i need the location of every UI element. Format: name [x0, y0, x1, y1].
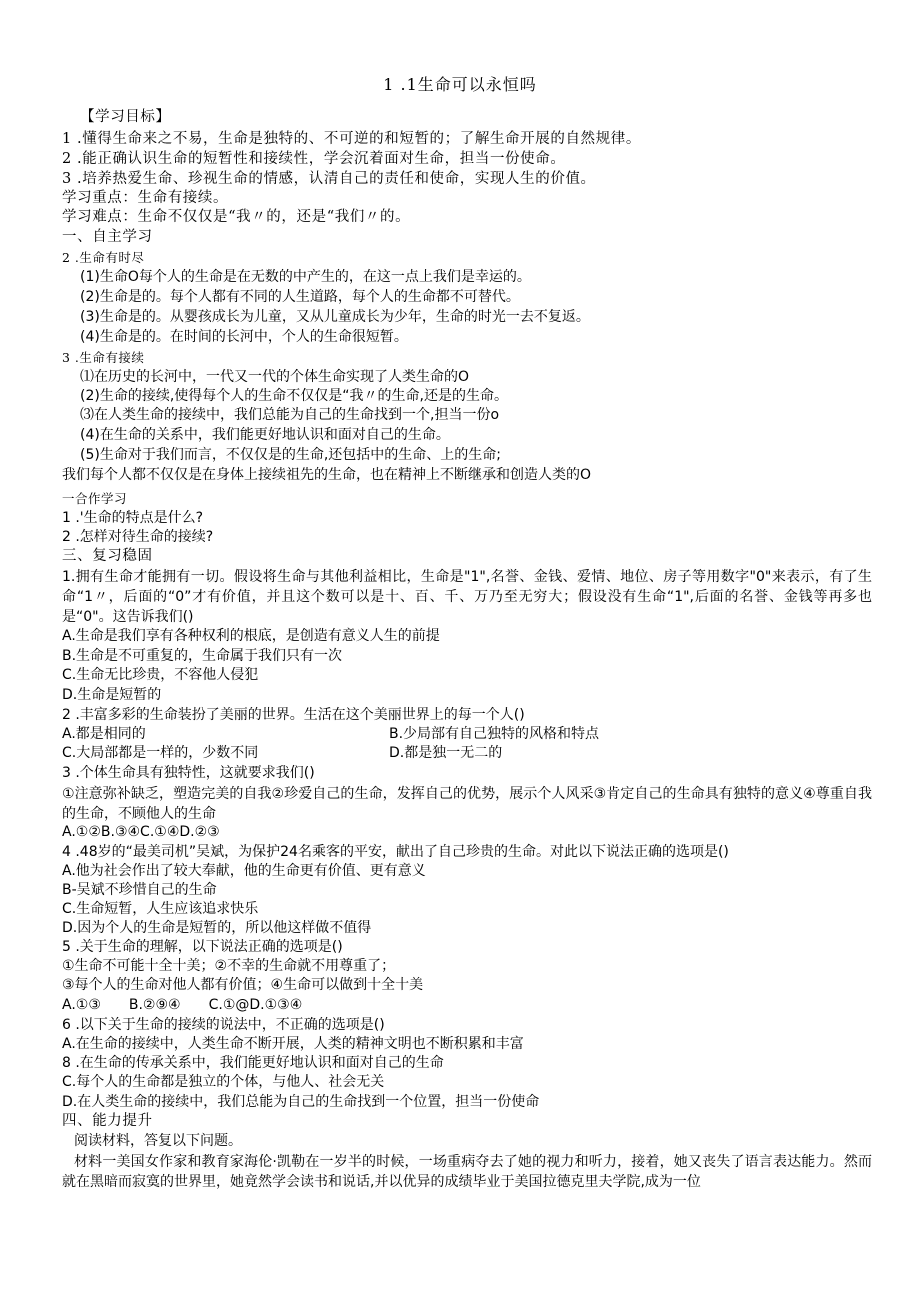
- discussion-question: 1 .'生命的特点是什么?: [62, 510, 204, 526]
- answer-option: D.都是独一无二的: [389, 745, 503, 761]
- answer-option: D.在人类生命的接续中，我们总能为自己的生命找到一个位置，担当一份使命: [62, 1094, 540, 1110]
- objective-item: 1 .懂得生命来之不易，生命是独特的、不可逆的和短暂的；了解生命开展的自然规律。: [62, 131, 641, 147]
- answer-option-row: [62, 725, 872, 744]
- fill-blank-item: (4)生命是的。在时间的长河中，个人的生命很短暂。: [80, 329, 408, 345]
- answer-option: B.生命是不可重复的，生命属于我们只有一次: [62, 648, 343, 664]
- statement-list: ③每个人的生命对他人都有价值；④生命可以做到十全十美: [62, 977, 424, 993]
- answer-options: A.①③ B.②⑨④ C.①@D.①③④: [62, 997, 303, 1013]
- answer-option: D.生命是短暂的: [62, 687, 162, 703]
- fill-blank-item: ⑴在历史的长河中，一代又一代的个体生命实现了人类生命的O: [80, 369, 470, 385]
- answer-option: B.少局部有自己独特的风格和特点: [389, 726, 600, 742]
- question-6: 6 .以下关于生命的接续的说法中，不正确的选项是(): [62, 1017, 385, 1033]
- section-heading: 一、自主学习: [62, 229, 153, 245]
- answer-option: A.在生命的接续中，人类生命不断开展，人类的精神文明也不断积累和丰富: [62, 1036, 524, 1052]
- reading-instruction: 阅读材料，答复以下问题。: [74, 1133, 242, 1149]
- difficult-point: 学习难点：生命不仅仅是“我〃的，还是“我们〃的。: [62, 209, 411, 225]
- discussion-question: 2 .怎样对待生命的接续?: [62, 529, 214, 545]
- reading-material: 材料一美国女作家和教育家海伦·凯勒在一岁半的时候，一场重病夺去了她的视力和听力，接着，她又丧失了语言表达能力。然而就在黑暗而寂寞的世界里，她竟然学会读书和说话,并以优异的成绩毕业于美国拉德克里夫学院,成为一位: [62, 1154, 872, 1190]
- fill-blank-item: (4)在生命的关系中，我们能更好地认识和面对自己的生命。: [80, 427, 450, 443]
- question-2: 2 .丰富多彩的生命装扮了美丽的世界。生活在这个美丽世界上的每一个人(): [62, 707, 525, 723]
- statement-list: ①注意弥补缺乏，塑造完美的自我②珍爱自己的生命，发挥自己的优势，展示个人风采③肯定自己的生命具有独特的意义④尊重自我的生命，不顾他人的生命: [62, 786, 872, 822]
- answer-option: C.每个人的生命都是独立的个体，与他人、社会无关: [62, 1074, 385, 1090]
- objective-item: 3 .培养热爱生命、珍视生命的情感，认清自己的责任和使命，实现人生的价值。: [62, 171, 596, 187]
- answer-option: C.生命无比珍贵，不容他人侵犯: [62, 667, 259, 683]
- subsection-heading: 2 .生命有时尽: [62, 250, 145, 265]
- answer-option-row: [62, 744, 872, 763]
- key-point: 学习重点：生命有接续。: [62, 190, 229, 206]
- fill-blank-item: ⑶在人类生命的接续中，我们总能为自己的生命找到一个,担当一份o: [80, 407, 500, 423]
- fill-blank-item: (2)生命的接续,使得每个人的生命不仅仅是“我〃的生命,还是的生命。: [80, 388, 508, 404]
- answer-option: A.他为社会作出了较大奉献，他的生命更有价值、更有意义: [62, 863, 426, 879]
- answer-option: 8 .在生命的传承关系中，我们能更好地认识和面对自己的生命: [62, 1055, 444, 1071]
- answer-option: B-吴斌不珍惜自己的生命: [62, 882, 217, 898]
- fill-blank-item: (2)生命是的。每个人都有不同的人生道路，每个人的生命都不可替代。: [80, 289, 520, 305]
- section-heading: 四、能力提升: [62, 1113, 153, 1129]
- answer-option: A.生命是我们享有各种权利的根底，是创造有意义人生的前提: [62, 628, 440, 644]
- objective-item: 2 .能正确认识生命的短暂性和接续性，学会沉着面对生命，担当一份使命。: [62, 151, 566, 167]
- question-5: 5 .关于生命的理解，以下说法正确的选项是(): [62, 939, 343, 955]
- fill-blank-item: (1)生命O每个人的生命是在无数的中产生的，在这一点上我们是幸运的。: [80, 269, 531, 285]
- section-heading: 【学习目标】: [80, 109, 171, 125]
- section-heading: 三、复习稳固: [62, 548, 153, 564]
- statement-list: ①生命不可能十全十美；②不幸的生命就不用尊重了；: [62, 958, 396, 974]
- answer-option: C.大局部都是一样的，少数不同: [62, 745, 259, 761]
- answer-option: C.生命短暂，人生应该追求快乐: [62, 901, 259, 917]
- fill-blank-item: 我们每个人都不仅仅是在身体上接续祖先的生命，也在精神上不断继承和创造人类的O: [62, 467, 592, 483]
- fill-blank-item: (5)生命对于我们而言，不仅仅是的生命,还包括中的生命、上的生命;: [80, 447, 501, 463]
- answer-option: D.因为个人的生命是短暂的，所以他这样做不值得: [62, 920, 372, 936]
- answer-option: A.都是相同的: [62, 726, 146, 742]
- question-4: 4 .48岁的“最美司机”吴斌，为保护24名乘客的平安，献出了自己珍贵的生命。对此以下说法正确的选项是(): [62, 844, 729, 860]
- section-heading: 一合作学习: [62, 491, 128, 506]
- answer-options: A.①②B.③④C.①④D.②③: [62, 824, 220, 840]
- subsection-heading: 3 .生命有接续: [62, 350, 145, 365]
- question-1: 1.拥有生命才能拥有一切。假设将生命与其他利益相比，生命是"1",名誉、金钱、爱情、地位、房子等用数字"0"来表示，有了生命“1〃，后面的“0”才有价值，并且这个数可以是十、百、千、万乃至无穷大；假设没有生命“1",后面的名誉、金钱等再多也是“0"。这告诉我们(): [62, 569, 872, 625]
- fill-blank-item: (3)生命是的。从婴孩成长为儿童，又从儿童成长为少年，生命的时光一去不复返。: [80, 309, 590, 325]
- lesson-title: 1 .1生命可以永恒吗: [383, 75, 537, 94]
- question-3: 3 .个体生命具有独特性，这就要求我们(): [62, 765, 315, 781]
